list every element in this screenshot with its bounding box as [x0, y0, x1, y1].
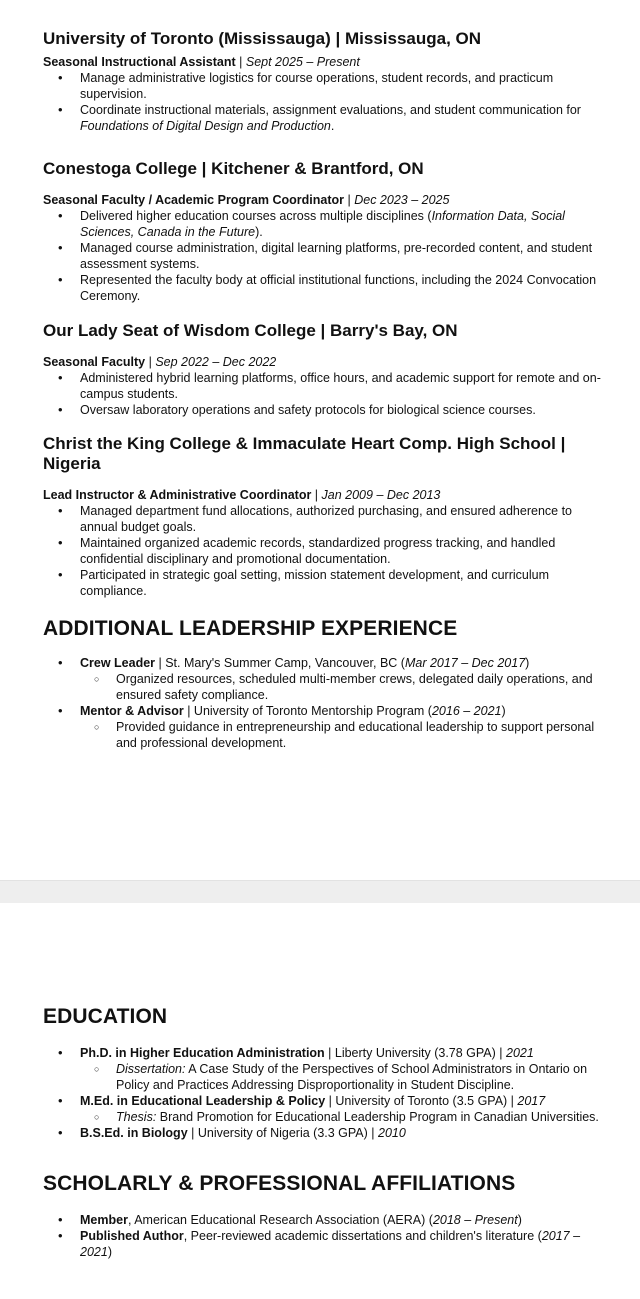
education-list	[43, 1045, 608, 1141]
list-item: • Managed course administration, digital learning platforms, pre-recorded content, and student assessment systems.	[43, 240, 608, 272]
list-item: • Crew Leader | St. Mary's Summer Camp, Vancouver, BC (Mar 2017 – Dec 2017) ○ Organized resources, scheduled multi-member crews, delegated daily operations, and ensured safety compliance.	[43, 655, 608, 703]
job-bullets	[43, 70, 608, 134]
job-org-heading: University of Toronto (Mississauga) | Mississauga, ON	[43, 29, 482, 48]
list-item: • Published Author, Peer-reviewed academic dissertations and children's literature (2017 – 2021)	[43, 1228, 608, 1260]
list-item: • Represented the faculty body at official institutional functions, including the 2024 Convocation Ceremony.	[43, 272, 608, 304]
sub-list	[80, 671, 608, 703]
job-title: Seasonal Faculty	[43, 355, 146, 369]
list-item: • Participated in strategic goal setting, mission statement development, and curriculum compliance.	[43, 567, 608, 599]
job-dates: Jan 2009 – Dec 2013	[321, 488, 441, 502]
list-item: • B.S.Ed. in Biology | University of Nigeria (3.3 GPA) | 2010	[43, 1125, 608, 1141]
job-role-line	[43, 54, 608, 70]
job-bullets	[43, 370, 608, 418]
sub-list-item: ○ Organized resources, scheduled multi-member crews, delegated daily operations, and ensured safety compliance.	[80, 671, 608, 703]
page-break	[0, 880, 640, 904]
separator: |	[235, 55, 246, 69]
resume-page-2	[0, 903, 640, 1299]
job-dates: Sep 2022 – Dec 2022	[155, 355, 277, 369]
list-item: • Manage administrative logistics for course operations, student records, and practicum supervision.	[43, 70, 608, 102]
job-bullets	[43, 208, 608, 304]
sub-list	[80, 1109, 608, 1125]
list-item: • Ph.D. in Higher Education Administration | Liberty University (3.78 GPA) | 2021 ○ Dissertation: A Case Study of the Perspectives of School Administrators in Ontario on Policy and Practices Addressing Disproportionality in Student Discipline.	[43, 1045, 608, 1093]
list-item: • Managed department fund allocations, authorized purchasing, and ensured adherence to annual budget goals.	[43, 503, 608, 535]
job-dates: Dec 2023 – 2025	[354, 193, 450, 207]
sub-list-item: ○ Dissertation: A Case Study of the Perspectives of School Administrators in Ontario on Policy and Practices Addressing Disproportionality in Student Discipline.	[80, 1061, 608, 1093]
sub-list-item: ○ Provided guidance in entrepreneurship and educational leadership to support personal and professional development.	[80, 719, 608, 751]
list-item: • M.Ed. in Educational Leadership & Policy | University of Toronto (3.5 GPA) | 2017 ○ Thesis: Brand Promotion for Educational Leadership Program in Canadian Universities.	[43, 1093, 608, 1125]
list-item: • Coordinate instructional materials, assignment evaluations, and student communication for Foundations of Digital Design and Production.	[43, 102, 608, 134]
list-item: • Oversaw laboratory operations and safety protocols for biological science courses.	[43, 402, 608, 418]
job-entry	[43, 29, 608, 134]
sub-list	[80, 1061, 608, 1093]
list-item: • Member, American Educational Research Association (AERA) (2018 – Present)	[43, 1212, 608, 1228]
education-section	[43, 1005, 608, 1141]
section-heading: ADDITIONAL LEADERSHIP EXPERIENCE	[43, 617, 458, 640]
section-heading: SCHOLARLY & PROFESSIONAL AFFILIATIONS	[43, 1172, 516, 1195]
job-role-line	[43, 487, 608, 503]
job-entry	[43, 321, 608, 418]
job-dates: Sept 2025 – Present	[245, 55, 360, 69]
job-org-heading: Our Lady Seat of Wisdom College | Barry's Bay, ON	[43, 321, 458, 340]
job-org-heading: Christ the King College & Immaculate Heart Comp. High School | Nigeria	[43, 434, 566, 473]
job-role-line	[43, 192, 608, 208]
separator: |	[145, 355, 156, 369]
affiliations-section	[43, 1172, 608, 1260]
affiliations-list	[43, 1212, 608, 1260]
section-heading: EDUCATION	[43, 1005, 168, 1028]
separator: |	[344, 193, 355, 207]
job-title: Seasonal Instructional Assistant	[43, 55, 236, 69]
list-item: • Maintained organized academic records, standardized progress tracking, and handled confidential disciplinary and promotional documentation.	[43, 535, 608, 567]
job-bullets	[43, 503, 608, 599]
list-item: • Mentor & Advisor | University of Toronto Mentorship Program (2016 – 2021) ○ Provided guidance in entrepreneurship and educational leadership to support personal and professional development.	[43, 703, 608, 751]
sub-list	[80, 719, 608, 751]
leadership-list	[43, 655, 608, 751]
job-title: Seasonal Faculty / Academic Program Coordinator	[43, 193, 345, 207]
sub-list-item: ○ Thesis: Brand Promotion for Educational Leadership Program in Canadian Universities.	[80, 1109, 608, 1125]
job-title: Lead Instructor & Administrative Coordinator	[43, 488, 312, 502]
job-org-heading: Conestoga College | Kitchener & Brantford, ON	[43, 159, 424, 178]
job-entry	[43, 159, 608, 304]
job-role-line	[43, 354, 608, 370]
list-item: • Administered hybrid learning platforms, office hours, and academic support for remote and on-campus students.	[43, 370, 608, 402]
leadership-section	[43, 617, 608, 751]
list-item: • Delivered higher education courses across multiple disciplines (Information Data, Social Sciences, Canada in the Future).	[43, 208, 608, 240]
job-entry	[43, 434, 608, 599]
separator: |	[311, 488, 322, 502]
